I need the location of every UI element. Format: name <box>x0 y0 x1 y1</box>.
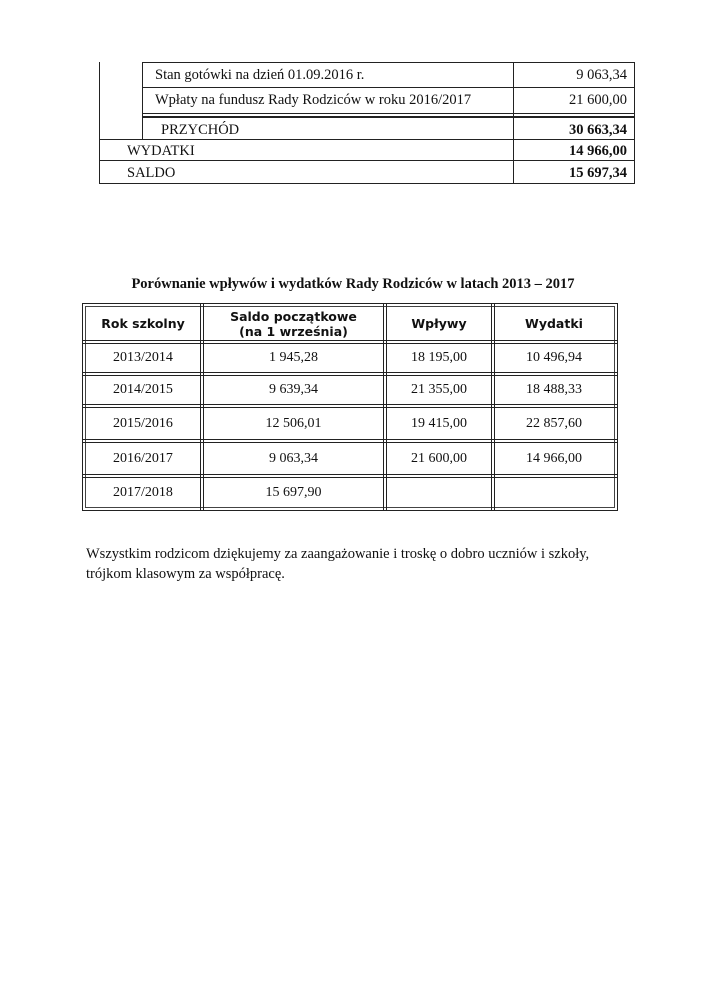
summary-row-label: Stan gotówki na dzień 01.09.2016 r. <box>155 67 365 83</box>
header-opening-line2: (na 1 września) <box>239 323 348 339</box>
summary-table <box>99 62 635 184</box>
income-label: PRZYCHÓD <box>161 122 240 138</box>
summary-border-inner <box>142 62 143 139</box>
row-opening: 9 063,34 <box>269 450 318 466</box>
row-year: 2015/2016 <box>113 415 173 431</box>
comparison-title: Porównanie wpływów i wydatków Rady Rodziców w latach 2013 – 2017 <box>131 276 575 292</box>
row-divider <box>83 474 617 475</box>
row-opening: 1 945,28 <box>269 350 318 365</box>
balance-value: 15 697,34 <box>569 165 627 181</box>
row-divider <box>83 372 617 373</box>
row-expenses: 18 488,33 <box>526 382 582 397</box>
thank-you-line1: Wszystkim rodzicom dziękujemy za zaangażowanie i troskę o dobro uczniów i szkoły, <box>86 546 590 562</box>
header-year: Rok szkolny <box>101 316 185 331</box>
row-divider <box>83 404 617 405</box>
expenses-label: WYDATKI <box>127 143 195 159</box>
row-income: 21 355,00 <box>411 382 467 397</box>
thank-you-note <box>86 544 646 584</box>
summary-border-right <box>634 62 635 184</box>
row-income: 18 195,00 <box>411 350 467 365</box>
summary-row-label: Wpłaty na fundusz Rady Rodziców w roku 2016/2017 <box>155 92 472 108</box>
summary-row-value: 9 063,34 <box>576 67 627 83</box>
summary-divider-thick <box>142 116 635 118</box>
summary-border-bottom <box>99 183 635 184</box>
summary-divider <box>142 87 635 88</box>
comparison-table <box>82 303 618 511</box>
header-income: Wpływy <box>411 316 467 331</box>
header-opening-line1: Saldo początkowe <box>230 308 357 324</box>
row-expenses: 10 496,94 <box>526 350 582 365</box>
summary-border-left <box>99 62 100 184</box>
row-year: 2013/2014 <box>113 350 173 365</box>
summary-divider <box>142 113 635 114</box>
row-income <box>387 478 491 507</box>
row-opening: 9 639,34 <box>269 382 318 397</box>
header-opening-balance <box>204 307 383 340</box>
balance-label: SALDO <box>127 165 176 181</box>
thank-you-line2: trójkom klasowym za współpracę. <box>86 566 285 582</box>
summary-row-value: 21 600,00 <box>569 92 627 108</box>
row-opening: 15 697,90 <box>265 484 322 500</box>
row-income: 21 600,00 <box>411 450 467 466</box>
row-year: 2017/2018 <box>113 484 173 500</box>
summary-border-top <box>142 62 635 63</box>
income-value: 30 663,34 <box>569 122 627 138</box>
row-expenses: 22 857,60 <box>526 415 582 431</box>
row-income: 19 415,00 <box>411 415 467 431</box>
summary-divider <box>99 139 635 140</box>
row-expenses: 14 966,00 <box>526 450 582 466</box>
row-opening: 12 506,01 <box>265 415 322 431</box>
row-year: 2014/2015 <box>113 382 173 397</box>
row-expenses <box>495 478 613 507</box>
row-divider <box>83 340 617 341</box>
header-expenses: Wydatki <box>525 316 583 331</box>
row-divider <box>83 439 617 440</box>
summary-divider <box>99 160 635 161</box>
expenses-value: 14 966,00 <box>569 143 627 159</box>
row-year: 2016/2017 <box>113 450 173 466</box>
